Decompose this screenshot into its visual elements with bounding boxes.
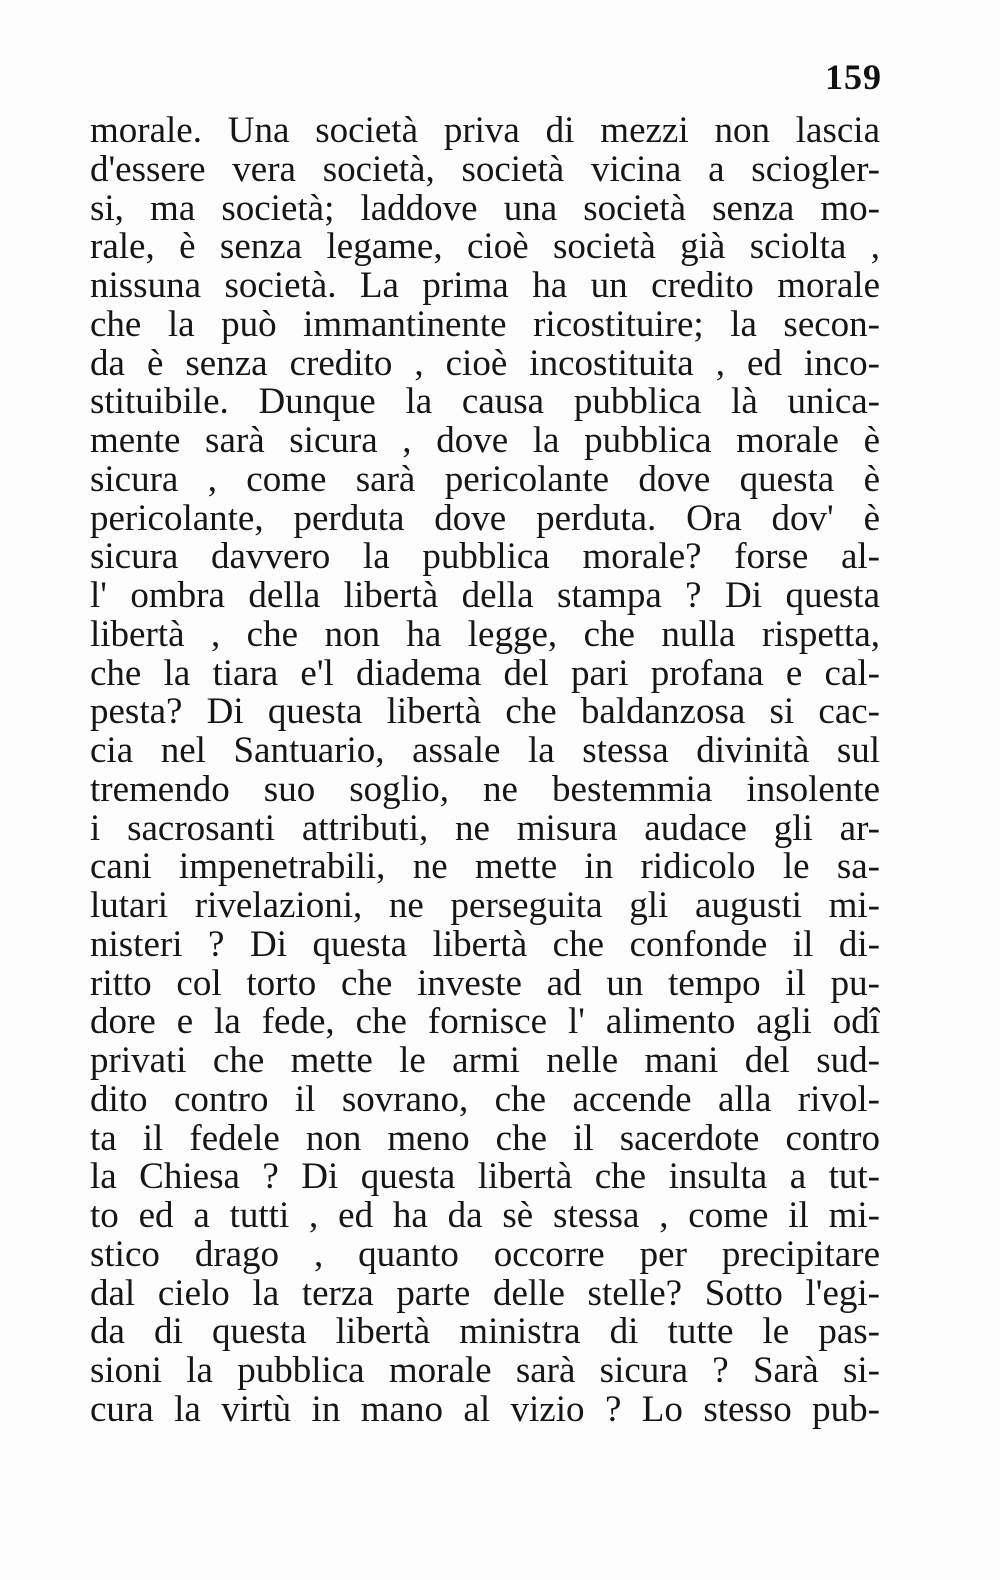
text-line: si, ma società; laddove una società senza mo- bbox=[90, 189, 880, 229]
text-line: l' ombra della libertà della stampa ? Di questa bbox=[90, 577, 880, 616]
text-line: d'essere vera società, società vicina a sciogler- bbox=[90, 150, 880, 190]
text-line: da di questa libertà ministra di tutte le pas- bbox=[90, 1313, 880, 1352]
text-line: cani impenetrabili, ne mette in ridicolo le sa- bbox=[90, 848, 880, 887]
text-line: dito contro il sovrano, che accende alla rivol- bbox=[90, 1080, 880, 1120]
text-line: i sacrosanti attributi, ne misura audace gli ar- bbox=[90, 809, 880, 849]
text-line: pesta? Di questa libertà che baldanzosa si cac- bbox=[90, 693, 880, 732]
text-line: sicura davvero la pubblica morale? forse al- bbox=[90, 538, 880, 577]
text-line: nissuna società. La prima ha un credito morale bbox=[90, 267, 880, 306]
text-line: sioni la pubblica morale sarà sicura ? Sarà si- bbox=[90, 1352, 880, 1391]
text-line: to ed a tutti , ed ha da sè stessa , come il mi- bbox=[90, 1197, 880, 1236]
text-line: pericolante, perduta dove perduta. Ora dov' è bbox=[90, 499, 880, 539]
text-line: nisteri ? Di questa libertà che confonde il di- bbox=[90, 925, 880, 965]
text-line: stituibile. Dunque la causa pubblica là unica- bbox=[90, 383, 880, 422]
text-line: privati che mette le armi nelle mani del sud- bbox=[90, 1042, 880, 1081]
text-line: lutari rivelazioni, ne perseguita gli augusti mi- bbox=[90, 887, 880, 926]
text-line: morale. Una società priva di mezzi non lascia bbox=[90, 112, 880, 151]
text-line: che la può immantinente ricostituire; la secon- bbox=[90, 305, 880, 345]
text-line: dal cielo la terza parte delle stelle? Sotto l'egi- bbox=[90, 1274, 880, 1314]
text-line: cura la virtù in mano al vizio ? Lo stesso pub- bbox=[90, 1390, 880, 1430]
text-line: la Chiesa ? Di questa libertà che insulta a tut- bbox=[90, 1158, 880, 1197]
text-line: mente sarà sicura , dove la pubblica morale è bbox=[90, 422, 880, 461]
text-line: libertà , che non ha legge, che nulla rispetta, bbox=[90, 615, 880, 655]
text-line: cia nel Santuario, assale la stessa divinità sul bbox=[90, 732, 880, 771]
text-line: rale, è senza legame, cioè società già sciolta , bbox=[90, 228, 880, 267]
text-line: che la tiara e'l diadema del pari profana e cal- bbox=[90, 654, 880, 694]
text-line: tremendo suo soglio, ne bestemmia insolente bbox=[90, 770, 880, 810]
text-line: sicura , come sarà pericolante dove questa è bbox=[90, 460, 880, 500]
body-text bbox=[90, 112, 880, 1430]
text-line: ritto col torto che investe ad un tempo il pu- bbox=[90, 964, 880, 1004]
text-line: da è senza credito , cioè incostituita , ed inco- bbox=[90, 344, 880, 384]
text-line: dore e la fede, che fornisce l' alimento agli odî bbox=[90, 1003, 880, 1042]
text-line: ta il fedele non meno che il sacerdote contro bbox=[90, 1119, 880, 1159]
page-number: 159 bbox=[825, 57, 882, 97]
text-line: stico drago , quanto occorre per precipitare bbox=[90, 1235, 880, 1275]
